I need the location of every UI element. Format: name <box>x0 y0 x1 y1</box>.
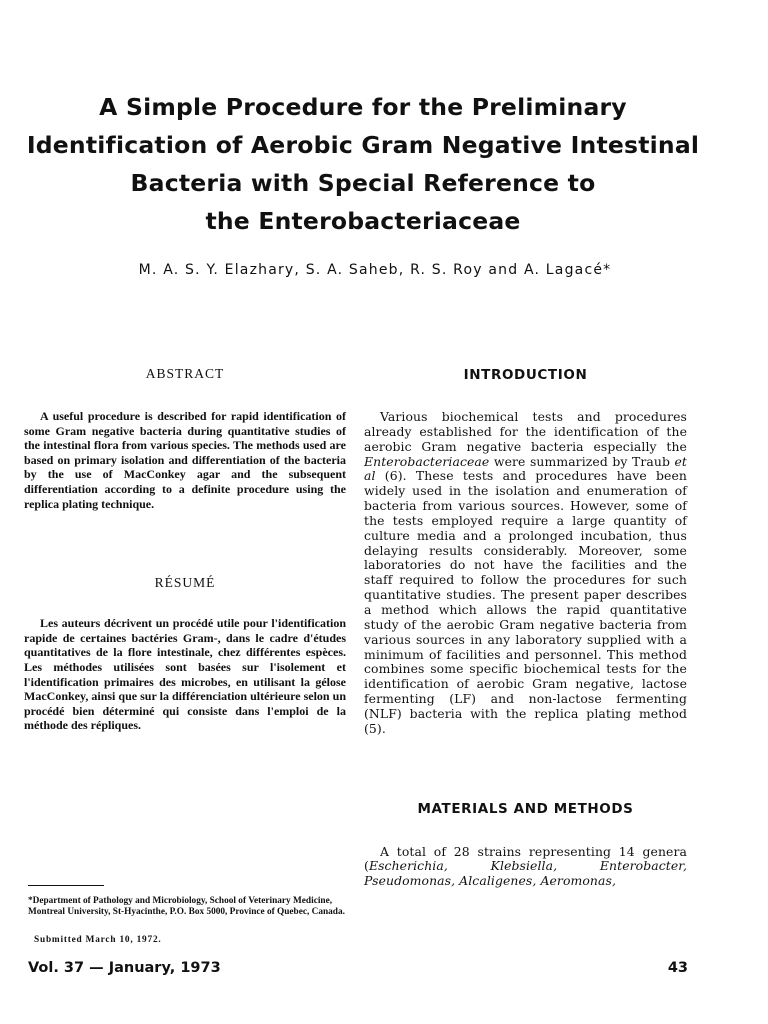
right-column <box>364 360 687 889</box>
footnote-divider <box>28 885 104 886</box>
intro-italic-family: Enterobacteriaceae <box>364 453 490 469</box>
abstract-text: A useful procedure is described for rapid identification of some Gram negative bacteria during quantitative studies of the intestinal flora from various species. The methods used are based on primary isolation and differentiation of the bacteria by the use of MacConkey agar and the subsequent differentiation according to a definite procedure using the replica plating technique. <box>24 409 346 511</box>
resume-heading: RÉSUMÉ <box>154 575 216 591</box>
intro-italic-etal: et al <box>364 453 687 484</box>
title-line: the Enterobacteriaceae <box>205 207 521 235</box>
intro-text-part: were summarized by Traub <box>489 453 675 469</box>
introduction-text <box>364 410 687 737</box>
title-line: Bacteria with Special Reference to <box>130 169 596 197</box>
materials-heading: MATERIALS AND METHODS <box>417 800 634 817</box>
volume-date: Vol. 37 — January, 1973 <box>28 960 221 976</box>
article-title <box>18 88 708 240</box>
resume-text: Les auteurs décrivent un procédé utile pour l'identification rapide de certaines bactéries Gram-, dans le cadre d'études quantitatives de la flore intestinale, chez différentes espèces. Les méthodes utilisées sont basées sur l'isolement et l'identification primaires des microbes, en utilisant la gélose MacConkey, ainsi que sur la différenciation ultérieure selon un procédé bien déterminé qui consiste dans l'emploi de la méthode des répliques. <box>24 616 346 733</box>
author-list: M. A. S. Y. Elazhary, S. A. Saheb, R. S. Roy and A. Lagacé* <box>138 262 612 278</box>
materials-text-part: A total of 28 strains representing 14 genera ( <box>364 843 687 874</box>
introduction-heading: INTRODUCTION <box>463 367 588 383</box>
abstract-heading: ABSTRACT <box>145 366 225 381</box>
intro-text-part: (6). These tests and procedures have been widely used in the isolation and enumeration of bacteria from various sources. However, some of the tests employed require a large quantity of culture media and a prolonged incubation, thus delaying results considerably. Moreover, some laboratories do not have the facilities and the staff required to follow the procedures for such quantitative studies. The present paper describes a method which allows the rapid quantitative study of the aerobic Gram negative bacteria from various sources in any laboratory supplied with a minimum of facilities and personnel. This method combines some specific biochemical tests for the identification of aerobic Gram negative, lactose fermenting (LF) and non-lactose fermenting (NLF) bacteria with the replica plating method (5). <box>364 468 687 736</box>
materials-text <box>364 845 687 890</box>
submitted-date: Submitted March 10, 1972. <box>34 935 162 945</box>
title-line: A Simple Procedure for the Preliminary <box>99 93 627 121</box>
affiliation-footnote: *Department of Pathology and Microbiology, School of Veterinary Medicine, Montreal University, St-Hyacinthe, P.O. Box 5000, Province of Quebec, Canada. <box>28 896 345 917</box>
intro-text-part: Various biochemical tests and procedures already established for the identification of the aerobic Gram negative bacteria especially the <box>364 409 687 454</box>
page-number: 43 <box>667 960 688 976</box>
left-column <box>24 360 346 733</box>
title-line: Identification of Aerobic Gram Negative Intestinal <box>26 131 700 159</box>
materials-genera: Escherichia, Klebsiella, Enterobacter, Pseudomonas, Alcaligenes, Aeromonas, <box>364 858 687 889</box>
